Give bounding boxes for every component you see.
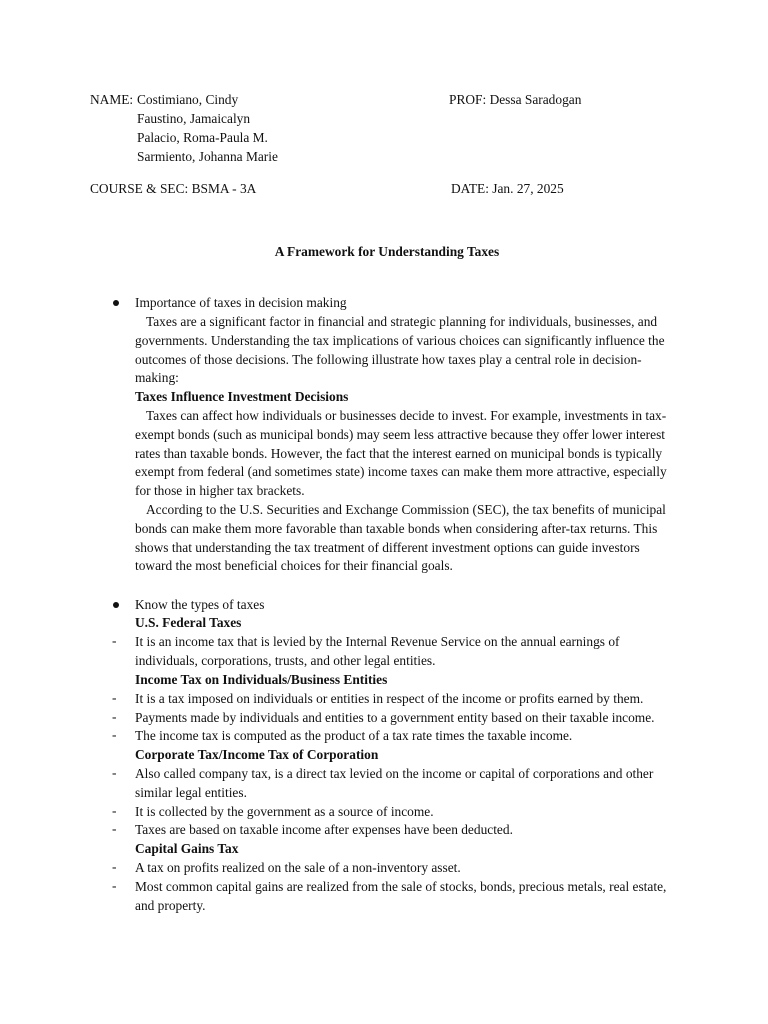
list-item: Also called company tax, is a direct tax levied on the income or capital of corporations and other similar legal entities. [135,766,654,800]
body-paragraph: Taxes can affect how individuals or businesses decide to invest. For example, investments in tax-exempt bonds (such as municipal bonds) may seem less attractive because they offer lower interest rates than taxable bonds. However, the fact that the interest earned on municipal bonds is typically exempt from federal (and sometimes state) income taxes can make them more attractive, especially for those in higher tax brackets. [135,408,667,499]
professor-name: PROF: Dessa Saradogan [449,92,582,107]
student-name: Palacio, Roma-Paula M. [137,130,268,145]
dash-marker: - [112,727,117,742]
subheading: Taxes Influence Investment Decisions [135,389,349,404]
list-item: It is an income tax that is levied by the Internal Revenue Service on the annual earnings of individuals, corporations, trusts, and other legal entities. [135,634,620,668]
list-item: It is a tax imposed on individuals or entities in respect of the income or profits earned by them. [135,691,644,706]
list-item: Payments made by individuals and entities to a government entity based on their taxable income. [135,710,655,725]
document-title: A Framework for Understanding Taxes [274,244,500,259]
subheading: Capital Gains Tax [135,841,239,856]
intro-paragraph: Taxes are a significant factor in financial and strategic planning for individuals, businesses, and governments. Understanding the tax implications of various choices can significantly influence the outcomes of those decisions. The following illustrate how taxes play a central role in decision-making: [135,314,665,386]
list-item: It is collected by the government as a source of income. [135,804,434,819]
subheading: Corporate Tax/Income Tax of Corporation [135,747,379,762]
bullet-icon [113,300,119,306]
document-date: DATE: Jan. 27, 2025 [451,181,564,196]
dash-marker: - [112,821,117,836]
list-item: Most common capital gains are realized from the sale of stocks, bonds, precious metals, real estate, and property. [135,879,667,913]
name-label: NAME: [90,92,134,107]
subheading: Income Tax on Individuals/Business Entities [135,672,388,687]
list-item: Taxes are based on taxable income after expenses have been deducted. [135,822,513,837]
dash-marker: - [112,709,117,724]
dash-marker: - [112,633,117,648]
dash-marker: - [112,878,117,893]
course-section: COURSE & SEC: BSMA - 3A [90,181,257,196]
section-bullet-label: Know the types of taxes [135,597,265,612]
student-name: Costimiano, Cindy [137,92,239,107]
subheading: U.S. Federal Taxes [135,615,242,630]
dash-marker: - [112,690,117,705]
dash-marker: - [112,765,117,780]
list-item: The income tax is computed as the product of a tax rate times the taxable income. [135,728,573,743]
section-bullet-label: Importance of taxes in decision making [135,295,347,310]
list-item: A tax on profits realized on the sale of a non-inventory asset. [135,860,461,875]
bullet-icon [113,602,119,608]
student-name: Faustino, Jamaicalyn [137,111,251,126]
body-paragraph: According to the U.S. Securities and Exchange Commission (SEC), the tax benefits of municipal bonds can make them more favorable than taxable bonds when considering after-tax returns. This shows that understanding the tax treatment of different investment options can guide investors toward the most beneficial choices for their financial goals. [135,502,666,574]
dash-marker: - [112,859,117,874]
dash-marker: - [112,803,117,818]
student-name: Sarmiento, Johanna Marie [137,149,278,164]
